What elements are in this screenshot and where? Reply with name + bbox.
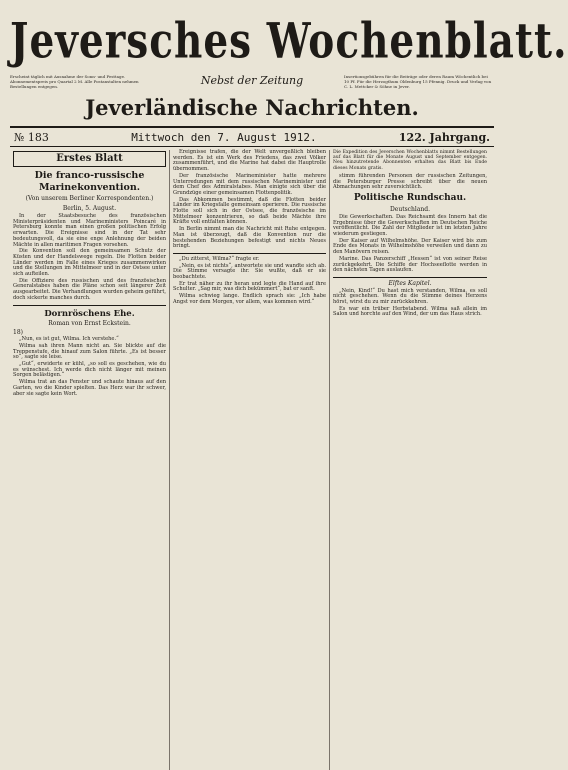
article-byline: (Von unserem Berliner Korrespondenten.) (25, 195, 154, 202)
serial-title: Dornröschens Ehe. (44, 308, 135, 319)
article-paragraph: Der französische Marineminister hatte mehrere Unterredungen mit dem russischen Marineminister und dem Chef des Admiralstabes. Man einigte sich über die Grundzüge einer gemeinsamen Flottenpolitik. (173, 172, 326, 196)
serial-number: 18) (13, 328, 23, 336)
article-heading: Die franco-russische Marinekonvention. (34, 170, 145, 193)
serial-paragraph: „Nun, es ist gut, Wilma. Ich verstehe.“ (19, 336, 119, 343)
column-2 (170, 150, 330, 770)
serial-paragraph: Wilma trat an das Fenster und schaute hinaus auf den Garten, wo die Kinder spielten. Das Herz war ihr schwer, aber sie sagte kein Wort. (13, 379, 166, 397)
issue-date: Mittwoch den 7. August 1912. (131, 130, 317, 144)
news-paragraph: Die Gewerkschaften. Das Reichsamt des Innern hat die Ergebnisse über die Gewerkschaften im Deutschen Reiche veröffentlicht. Die Zahl der Mitglieder ist im letzten Jahre wiederum gestiegen. (333, 213, 487, 238)
serial-paragraph: „Gut“, erwiderte er kühl, „so soll es geschehen, wie du es wünschest. Ich werde dich nicht länger mit meinen Sorgen belästigen.“ (13, 361, 166, 379)
serial-paragraph: „Nein, es ist nichts“, antwortete sie und wandte sich ab. Die Stimme versagte ihr. Sie wußte, daß er sie beobachtete. (173, 262, 326, 281)
article-paragraph: In Berlin nimmt man die Nachricht mit Ruhe entgegen. Man ist überzeugt, daß die Konvention nur die bestehenden Beziehungen befestigt und nichts Neues bringt. (173, 226, 326, 250)
masthead-title: Jeversches Wochenblatt. (10, 12, 568, 70)
insertion-info: Insertionsgebühren für die Beiträge oder deren Raum Wöchentlich bei 10 Pf. Für die Herzogthum Oldenburg 15 Pfennig. Druck und Verlag von C. L. Mettcker & Söhne in Jever. (344, 74, 492, 89)
political-review-heading: Politische Rundschau. (353, 192, 467, 203)
serial-paragraph: Wilma sah ihren Mann nicht an. Sie blickte auf die Treppenstufe, die hinauf zum Salon führte. „Es ist besser so“, sagte sie leise. (13, 342, 166, 361)
dateline (10, 126, 494, 147)
subscription-notice: Die Expedition des Jeverschen Wochenblatts nimmt Bestellungen auf das Blatt für die Monate August und September entgegen. Neu hinzutretende Abonnenten erhalten das Blatt bis Ende dieses Monats gratis. (333, 150, 487, 171)
issue-volume: 122. Jahrgang. (398, 130, 490, 144)
chapter-heading: Elftes Kapitel. (388, 279, 432, 287)
serial-author: Roman von Ernst Eckstein. (48, 319, 131, 327)
serial-paragraph: Er trat näher zu ihr heran und legte die Hand auf ihre Schulter. „Sag mir, was dich bekümmert“, bat er sanft. (173, 280, 326, 293)
article-paragraph: Ereignisse trafen, die der Welt unvergeßlich bleiben werden. Es ist ein Werk des Friedens, das zwei Völker zusammenführt, und die Marine hat dabei die Hauptrolle übernommen. (173, 149, 326, 173)
divider (13, 305, 166, 306)
text-columns (10, 150, 494, 770)
article-paragraph: Das Abkommen bestimmt, daß die Flotten beider Länder im Kriegsfalle gemeinsam operieren. Die russische Flotte soll sich in der Ostsee, die französische im Mittelmeer konzentrieren, so daß beide Mächte ihre Kräfte voll entfalten können. (173, 196, 326, 226)
masthead-subtitle: Jeverländische Nachrichten. (85, 95, 419, 120)
column-1 (10, 150, 170, 770)
news-paragraph: Marine. Das Panzerschiff „Hessen“ ist von seiner Reise zurückgekehrt. Die Schiffe der Hochseeflotte werden in den nächsten Tagen auslaufen. (333, 255, 487, 274)
issue-number: № 183 (14, 130, 49, 144)
article-location: Berlin, 5. August. (62, 205, 117, 212)
divider (173, 253, 326, 254)
article-paragraph: Die Konvention soll den gemeinsamen Schutz der Küsten und der Handelswege regeln. Die Flotten beider Länder werden im Falle eines Krieges zusammenwirken und die Stellungen im Mittelmeer und in der Ostsee unter sich aufteilen. (13, 248, 166, 278)
subscription-info: Erscheint täglich mit Ausnahme der Sonn- und Festtage. Abonnementspreis pro Quartal 2 M. Alle Postanstalten nehmen Bestellungen entgegen. (10, 74, 139, 89)
column-3 (330, 150, 490, 770)
article-paragraph: Die Offiziere des russischen und des französischen Generalstabes haben die Pläne schon seit längerer Zeit ausgearbeitet. Die Verhandlungen wurden geheim geführt, doch sickerte manches durch. (13, 277, 166, 301)
article-paragraph: In der Staatsbesuche des französischen Ministerpräsidenten und Marineministers Poincaré in Petersburg konnte man einen großen politischen Erfolg erwarten. Die Ereignisse sind in der Tat sehr bedeutungsvoll, da sie eine enge Anlehnung der beiden Mächte in allen maritimen Fragen vorsehen. (13, 213, 166, 248)
serial-paragraph: „Nein, Kind!“ Du hast mich verstanden, Wilma, es soll nicht geschehen. Wenn du die Stimme deines Herzens hörst, wirst du zu mir zurückkehren. (333, 287, 487, 306)
serial-paragraph: Wilma schwieg lange. Endlich sprach sie: „Ich habe Angst vor dem Morgen, vor allem, was kommen wird.“ (173, 293, 326, 305)
serial-paragraph: Es war ein trüber Herbstabend. Wilma saß allein im Salon und horchte auf den Wind, der um das Haus strich. (333, 305, 487, 318)
divider (333, 277, 487, 278)
political-review-subhead: Deutschland. (389, 205, 431, 213)
masthead-nebst: Nebst der Zeitung (200, 74, 304, 87)
section-box-label: Erstes Blatt (13, 151, 166, 167)
article-paragraph: stimm führenden Personen der russischen Zeitungen, die Petersburger Presse schreibt über die neuen Abmachungen sehr zuversichtlich. (333, 172, 487, 191)
serial-paragraph: „Du zitterst, Wilma?“ fragte er. (179, 255, 260, 262)
news-paragraph: Der Kaiser auf Wilhelmshöhe. Der Kaiser wird bis zum Ende des Monats in Wilhelmshöhe verweilen und dann zu den Manövern reisen. (333, 237, 487, 256)
